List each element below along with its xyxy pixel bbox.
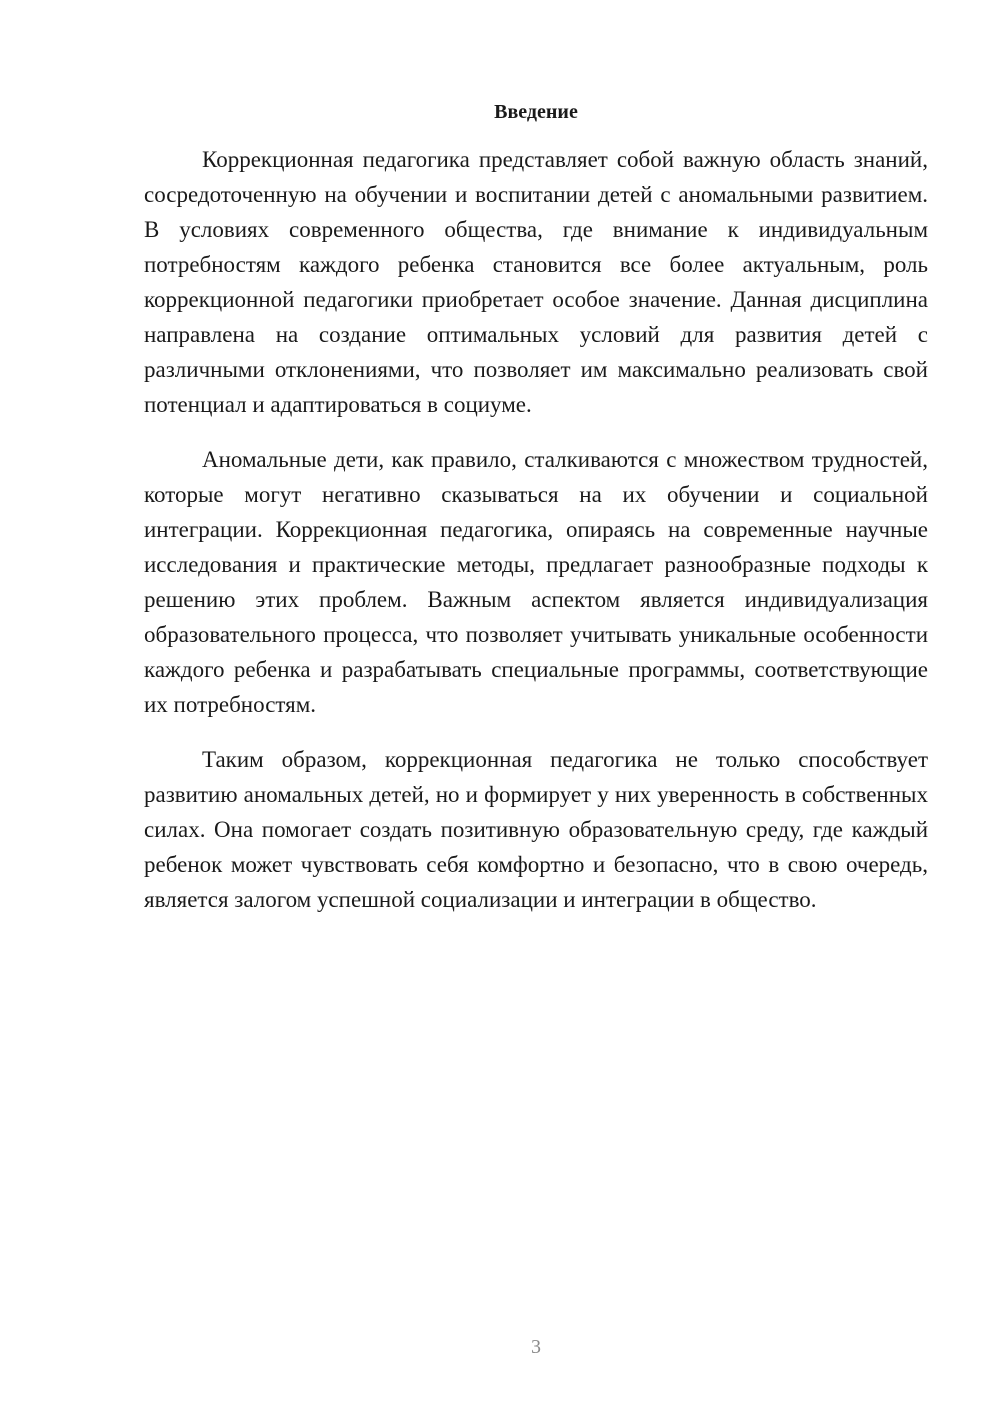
paragraph-3: Таким образом, коррекционная педагогика не только способствует развитию аномальных детей, но и формирует у них уверенность в собственных силах. Она помогает создать позитивную образовательную среду, где каждый ребенок может чувствовать себя комфортно и безопасно, что в свою очередь, является залогом успешной социализации и интеграции в общество. <box>144 747 928 912</box>
page-title: Введение <box>494 101 578 123</box>
body-text <box>144 142 928 917</box>
paragraph-2: Аномальные дети, как правило, сталкиваются с множеством трудностей, которые могут негативно сказываться на их обучении и социальной интеграции. Коррекционная педагогика, опираясь на современные научные исследования и практические методы, предлагает разнообразные подходы к решению этих проблем. Важным аспектом является индивидуализация образовательного процесса, что позволяет учитывать уникальные особенности каждого ребенка и разрабатывать специальные программы, соответствующие их потребностям. <box>144 447 928 717</box>
page-number: 3 <box>531 1336 541 1358</box>
paragraph-1: Коррекционная педагогика представляет собой важную область знаний, сосредоточенную на обучении и воспитании детей с аномальными развитием. В условиях современного общества, где внимание к индивидуальным потребностям каждого ребенка становится все более актуальным, роль коррекционной педагогики приобретает особое значение. Данная дисциплина направлена на создание оптимальных условий для развития детей с различными отклонениями, что позволяет им максимально реализовать свой потенциал и адаптироваться в социуме. <box>144 147 928 417</box>
